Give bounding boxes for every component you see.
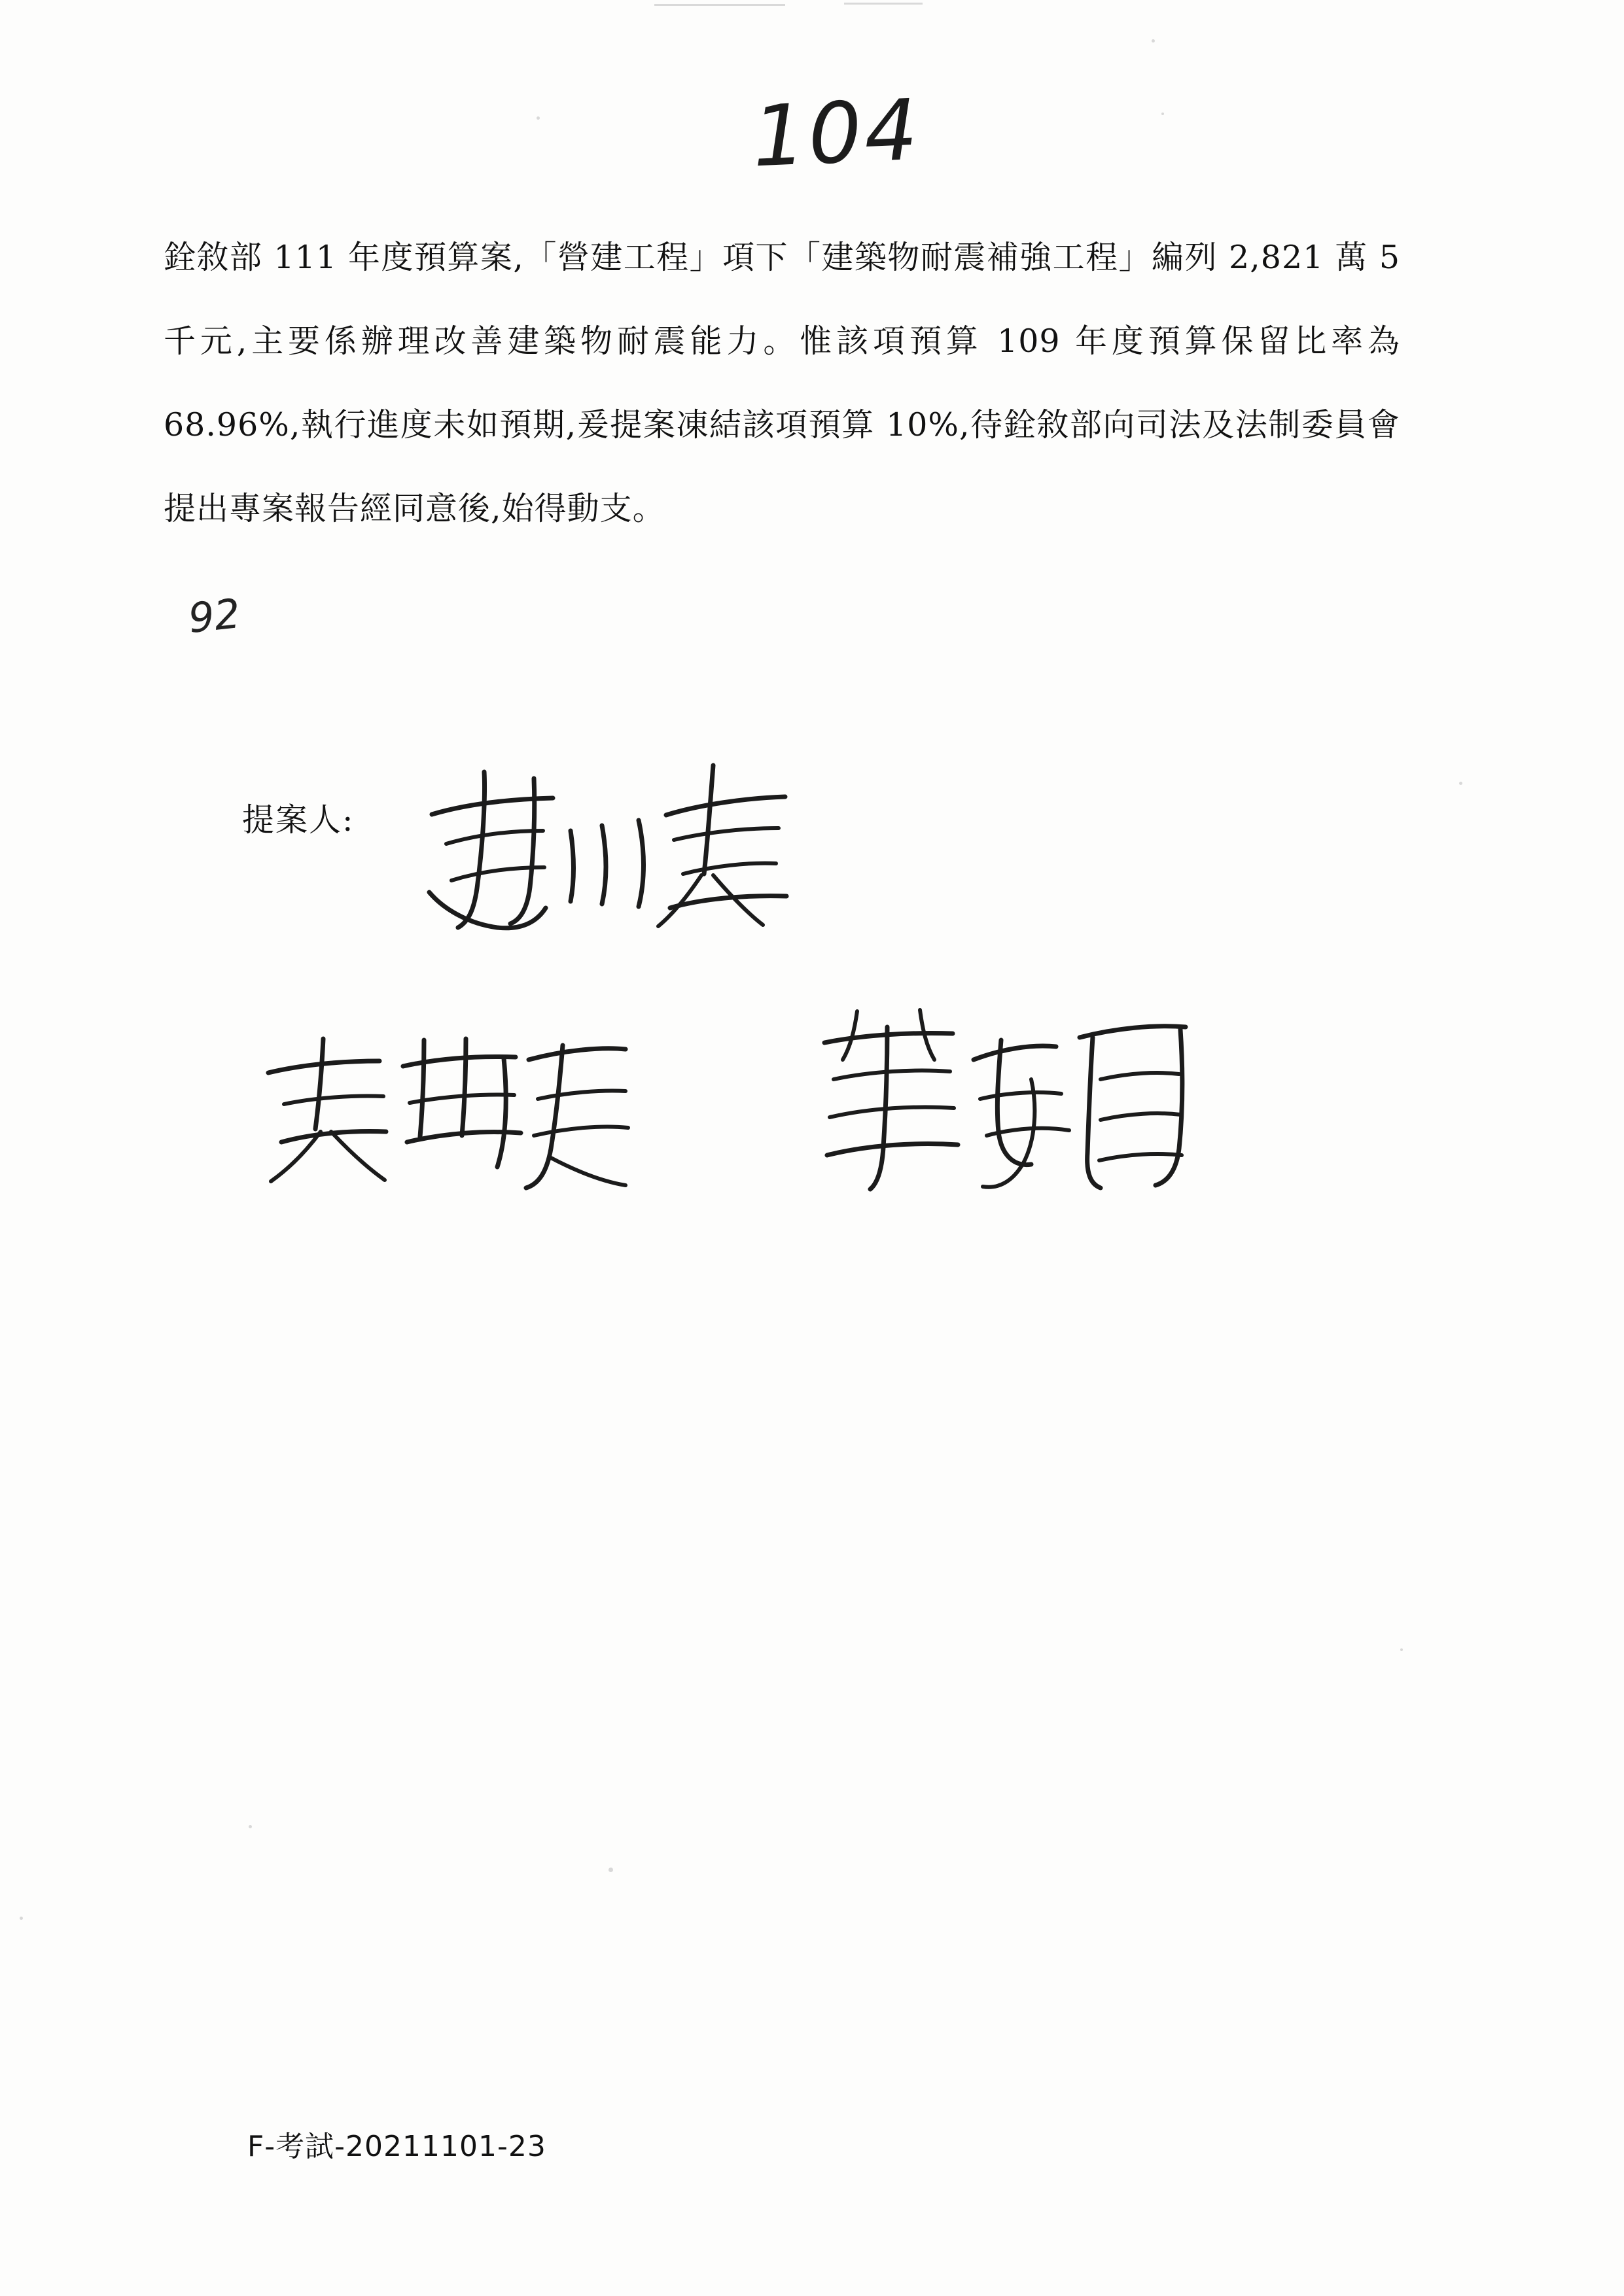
footer-document-id: F-考試-20211101-23 [247,2130,546,2163]
proposal-paragraph: 銓敘部 111 年度預算案,「營建工程」項下「建築物耐震補強工程」編列 2,821 萬 5 千元,主要係辦理改善建築物耐震能力。惟該項預算 109 年度預算保留比率為 68.96%,執行進度未如預期,爰提案凍結該項預算 10%,待銓敘部向司法及法制委員會提出專案報告經同意後,始得動支。 [164,239,1400,527]
handwritten-page-number: 104 [750,81,923,186]
scan-speck [1459,782,1462,785]
scan-speck [609,1868,613,1872]
signature-primary [406,752,824,942]
signature-third [805,1001,1210,1197]
scan-speck [1152,39,1155,43]
scan-speck [20,1917,23,1920]
scan-artifact-line [654,4,785,6]
scan-artifact-line [844,3,923,5]
scan-speck [1161,113,1164,115]
handwritten-margin-note: 92 [186,589,243,642]
scan-speck [1400,1648,1403,1651]
proposer-label: 提案人: [242,801,355,839]
signature-second [255,1027,635,1197]
scan-speck [249,1825,252,1828]
proposal-body-text [164,216,1400,551]
scan-speck [537,116,540,120]
